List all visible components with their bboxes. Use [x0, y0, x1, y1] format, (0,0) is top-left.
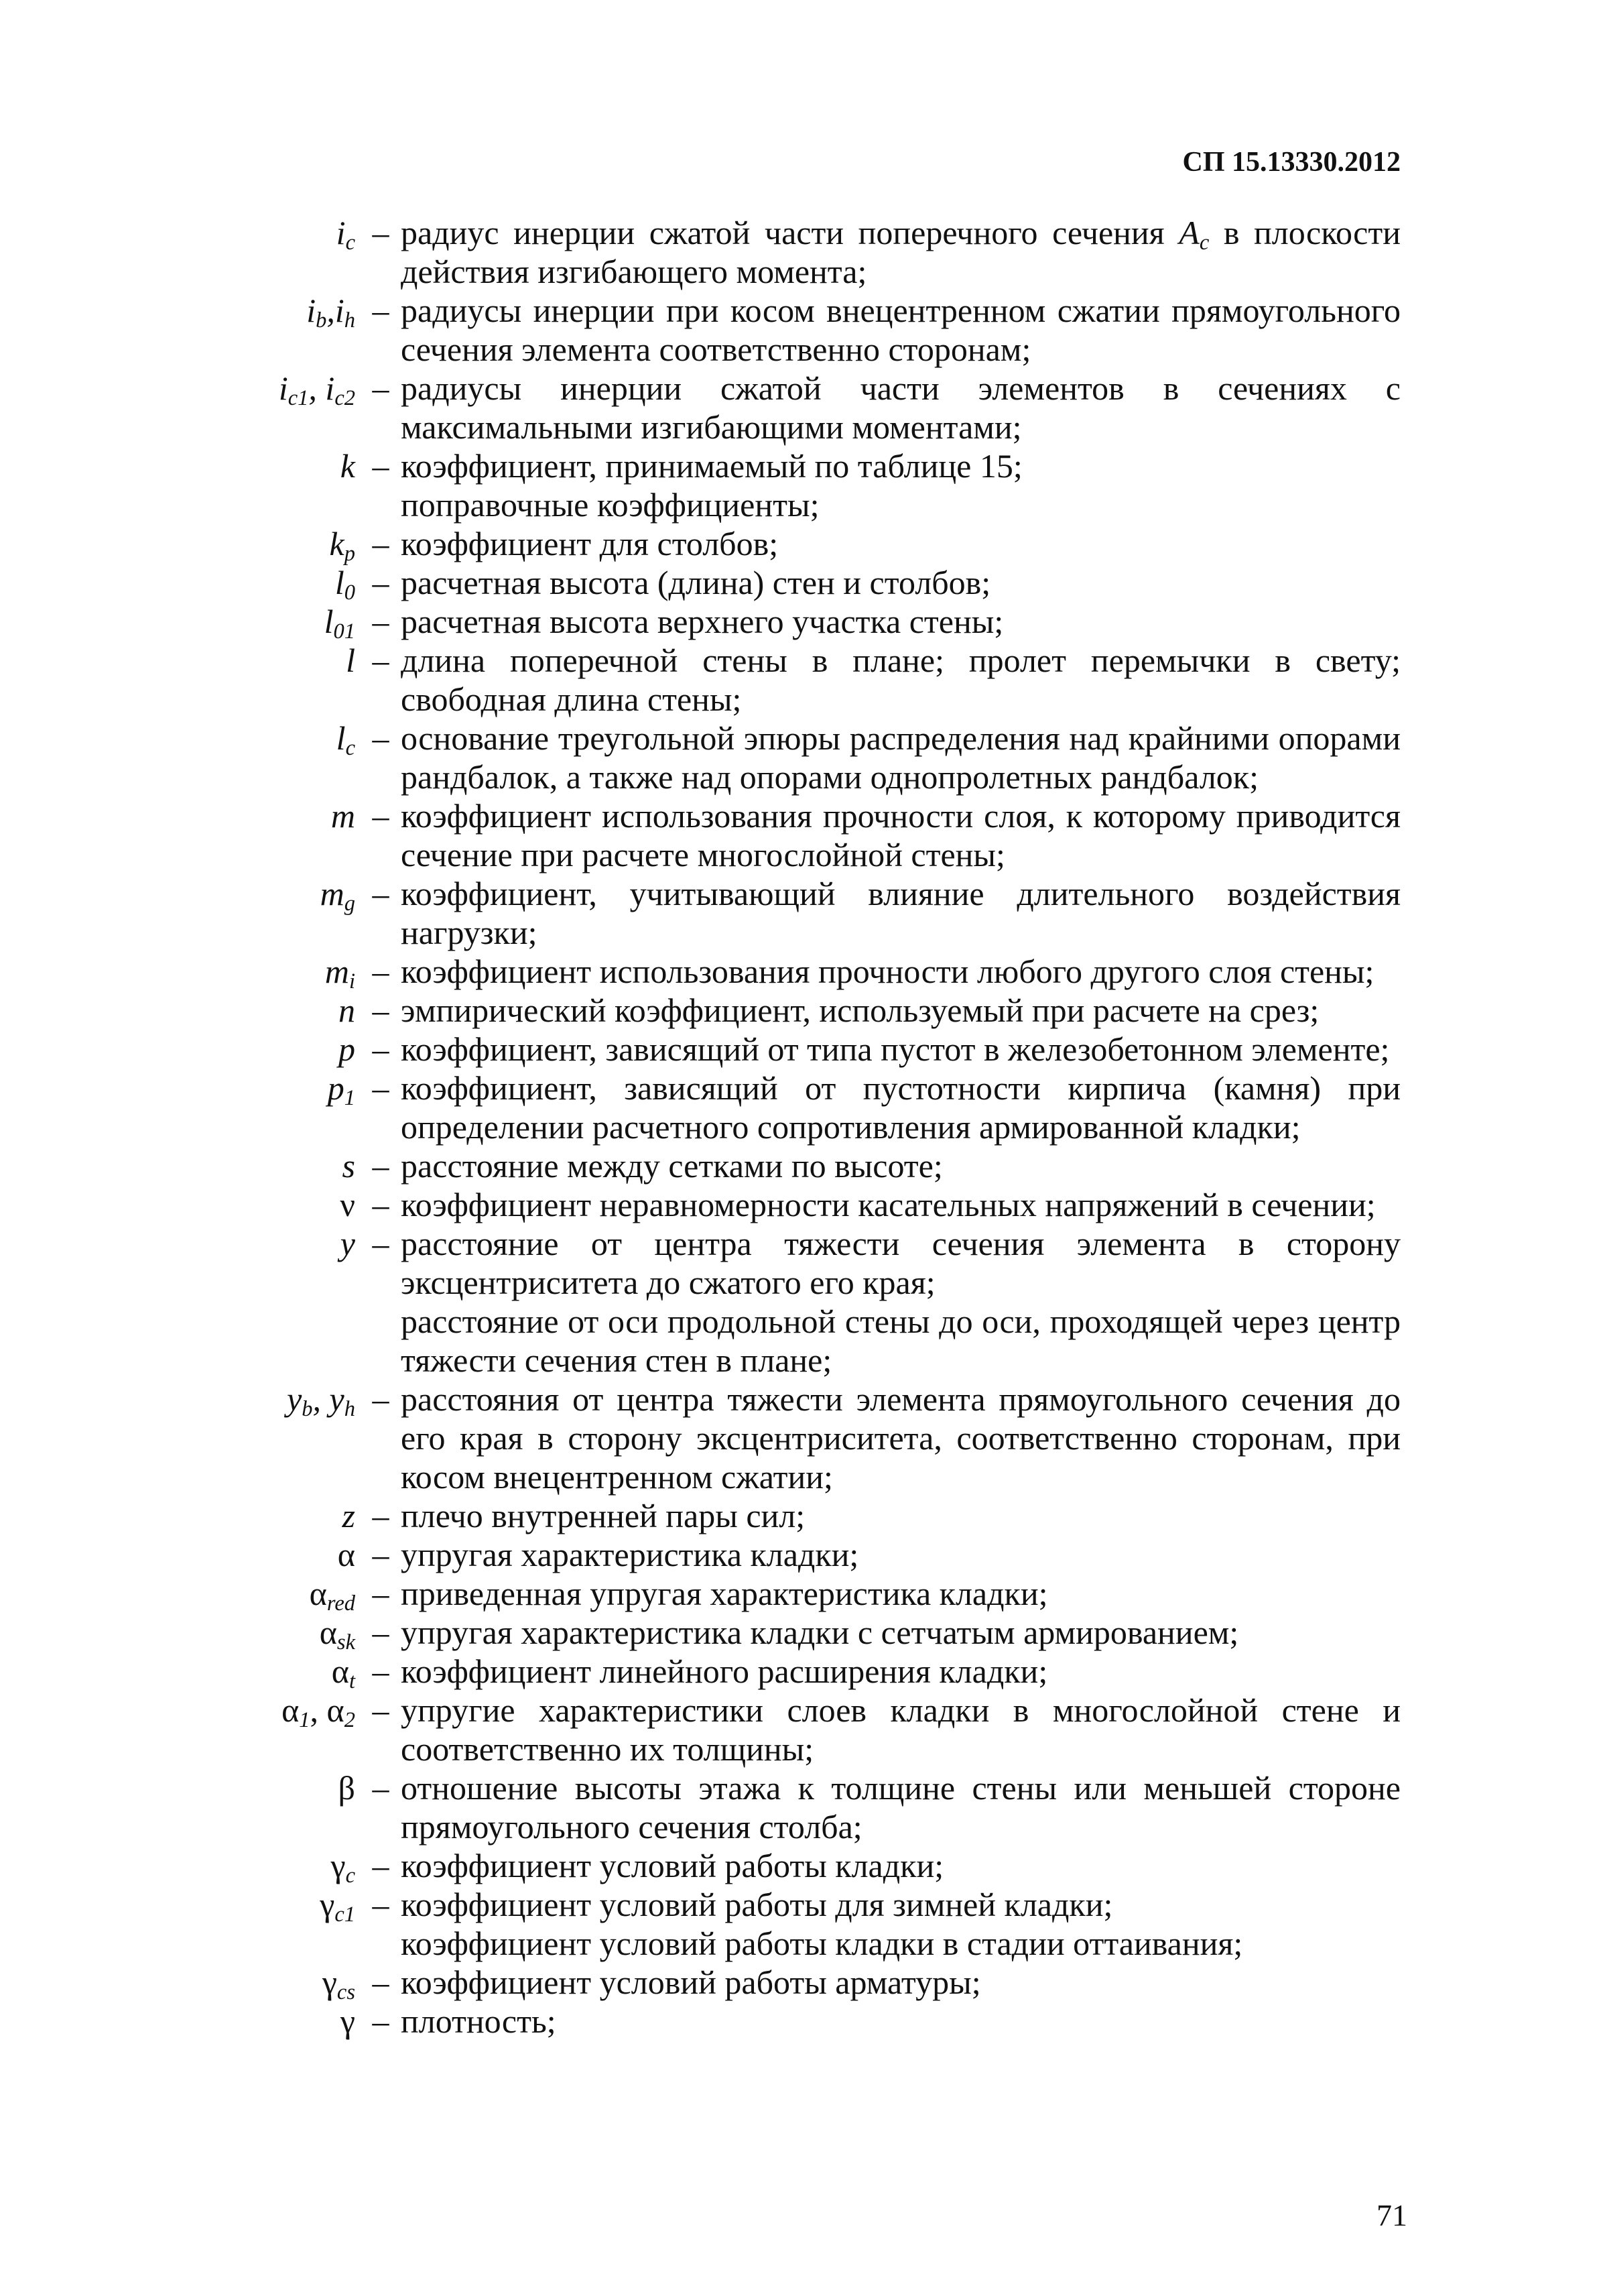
symbol-base: p: [338, 1030, 355, 1068]
dash-separator: –: [372, 1186, 389, 1223]
definition-text-part: коэффициент условий работы для зимней кладки;: [401, 1886, 1113, 1923]
definition-row: [228, 1535, 1401, 1574]
definition-row: [228, 1574, 1401, 1616]
definition-text: [401, 1768, 1401, 1846]
definition-text-part: коэффициент неравномерности касательных напряжений в сечении;: [401, 1186, 1376, 1223]
definition-text-part: длина поперечной стены в плане; пролет перемычки в свету; свободная длина стены;: [401, 642, 1401, 718]
definition-row: [228, 524, 1401, 566]
symbol-subscript: c: [345, 736, 355, 761]
definition-text: [401, 1885, 1401, 1924]
symbol: [228, 1146, 361, 1185]
definition-text: [401, 1185, 1401, 1224]
definition-text-part: коэффициент для столбов;: [401, 525, 779, 562]
dash-separator: –: [372, 875, 389, 912]
definition-text: поправочные коэффициенты;: [401, 486, 820, 524]
symbol-subscript: h: [344, 1397, 355, 1422]
symbol-base: s: [342, 1147, 355, 1185]
definition-row: [228, 1885, 1401, 1927]
document-code-header: СП 15.13330.2012: [1182, 147, 1401, 178]
dash-separator: –: [372, 1225, 389, 1262]
definition-text-part: плечо внутренней пары сил;: [401, 1497, 806, 1534]
definition-row: [228, 2002, 1401, 2041]
symbol: [228, 641, 361, 680]
symbol: [228, 1224, 361, 1263]
dash-separator: –: [372, 564, 389, 601]
definition-text: [401, 1380, 1401, 1496]
symbol-subscript: 1: [299, 1708, 310, 1733]
definition-text: [401, 1691, 1401, 1768]
definition-row: [228, 602, 1401, 644]
dash-separator: –: [372, 797, 389, 835]
definition-row: [228, 796, 1401, 874]
definition-text-part: расстояние от центра тяжести сечения элемента в сторону эксцентриситета до сжатого его края;: [401, 1225, 1401, 1301]
definition-text: [401, 1574, 1401, 1613]
symbol-base: l: [334, 564, 344, 601]
definition-text: [401, 2002, 1401, 2041]
symbol: [228, 446, 361, 485]
symbol-subscript: 01: [333, 619, 355, 644]
symbol-base: i: [336, 214, 346, 251]
definition-row: [228, 1224, 1401, 1302]
symbol-greek: α: [309, 1575, 327, 1612]
dash-separator: –: [372, 1614, 389, 1651]
symbol-base: k: [340, 447, 355, 485]
definition-text-part: коэффициент, учитывающий влияние длительного воздействия нагрузки;: [401, 875, 1401, 951]
definition-row: [228, 213, 1401, 291]
definition-text-part: упругие характеристики слоев кладки в многослойной стене и соответственно их толщины;: [401, 1691, 1401, 1768]
dash-separator: –: [372, 1847, 389, 1884]
symbol-base: ,i: [326, 292, 344, 329]
definition-row: [228, 1380, 1401, 1496]
symbol: [228, 1185, 361, 1224]
definition-text-part: в плоскости действия изгибающего момента;: [401, 214, 1401, 290]
definition-continuation: [228, 1302, 1401, 1380]
symbol-base: m: [330, 797, 355, 835]
symbol-greek: α: [337, 1536, 355, 1573]
definition-text: коэффициент условий работы кладки в стадии оттаивания;: [401, 1925, 1243, 1962]
symbol-base: k: [329, 525, 344, 562]
dash-separator: –: [372, 1030, 389, 1068]
symbol: [228, 1768, 361, 1807]
definition-text: [401, 641, 1401, 719]
dash-separator: –: [372, 1963, 389, 2001]
symbol-subscript: 2: [344, 1708, 355, 1733]
definition-text: [401, 1613, 1401, 1652]
symbol-base: n: [338, 991, 355, 1029]
symbol: [228, 1574, 361, 1616]
definition-row: [228, 1146, 1401, 1185]
definition-text: [401, 952, 1401, 991]
symbol-base: p: [327, 1069, 344, 1107]
definition-row: [228, 874, 1401, 952]
definition-text: [401, 1963, 1401, 2002]
definition-text: [401, 524, 1401, 563]
symbol: [228, 1380, 361, 1422]
symbol: [228, 1496, 361, 1535]
definition-row: [228, 641, 1401, 719]
definition-row: [228, 1963, 1401, 2005]
dash-separator: –: [372, 1497, 389, 1534]
definition-continuation: [228, 1924, 1401, 1963]
symbol-subscript: cs: [336, 1980, 355, 2005]
definition-text: [401, 369, 1401, 446]
dash-separator: –: [372, 953, 389, 990]
dash-separator: –: [372, 1886, 389, 1923]
definition-row: [228, 563, 1401, 605]
definition-text: [401, 213, 1401, 291]
symbol: [228, 291, 361, 333]
symbol: [228, 1652, 361, 1694]
symbol-subscript: 1: [344, 1086, 355, 1111]
symbol-base: i: [306, 292, 316, 329]
dash-separator: –: [372, 1769, 389, 1807]
definition-row: [228, 291, 1401, 369]
symbol: [228, 874, 361, 916]
symbol: [228, 602, 361, 644]
symbol: [228, 1963, 361, 2005]
definition-text-part: коэффициент условий работы арматуры;: [401, 1963, 981, 2001]
dash-separator: –: [372, 603, 389, 640]
symbol: [228, 719, 361, 761]
dash-separator: –: [372, 1147, 389, 1185]
symbol: [228, 563, 361, 605]
symbol-greek: α: [319, 1614, 337, 1651]
definition-text-part: коэффициент условий работы кладки;: [401, 1847, 944, 1884]
dash-separator: –: [372, 525, 389, 562]
definition-row: [228, 1768, 1401, 1846]
definition-text: [401, 1652, 1401, 1691]
page-number: 71: [1377, 2198, 1407, 2232]
dash-separator: –: [372, 1536, 389, 1573]
definition-text-part: расстояния от центра тяжести элемента прямоугольного сечения до его края в сторону эксцентриситета, соответственно сторонам, при косом внецентренном сжатии;: [401, 1380, 1401, 1496]
definition-row: [228, 1185, 1401, 1224]
definition-text-part: расчетная высота верхнего участка стены;: [401, 603, 1004, 640]
symbol: [228, 213, 361, 255]
symbol-subscript: red: [326, 1591, 355, 1616]
symbol: [228, 1030, 361, 1069]
definition-text-part: радиусы инерции сжатой части элементов в сечениях с максимальными изгибающими моментами;: [401, 369, 1401, 446]
symbol-subscript: i: [348, 969, 355, 994]
definition-text: [401, 991, 1401, 1030]
symbol: [228, 2002, 361, 2041]
symbol: [228, 796, 361, 835]
symbol-subscript: b: [316, 308, 327, 333]
definition-text-part: основание треугольной эпюры распределения над крайними опорами рандбалок, а также над опорами однопролетных рандбалок;: [401, 719, 1401, 796]
dash-separator: –: [372, 991, 389, 1029]
symbol-base: i: [278, 369, 288, 407]
definitions-list: [228, 213, 1401, 2041]
symbol-subscript: 0: [344, 581, 355, 605]
definition-text-part: коэффициент использования прочности слоя, к которому приводится сечение при расчете многослойной стены;: [401, 797, 1401, 873]
symbol: [228, 1691, 361, 1733]
symbol-subscript: p: [344, 542, 355, 566]
symbol-greek: , α: [310, 1691, 344, 1729]
definition-row: [228, 1030, 1401, 1069]
definition-row: [228, 1613, 1401, 1655]
symbol-subscript: g: [344, 892, 355, 916]
symbol-greek: ν: [340, 1186, 355, 1223]
symbol-base: m: [324, 953, 349, 990]
definition-text: расстояние от оси продольной стены до оси, проходящей через центр тяжести сечения стен в плане;: [401, 1303, 1401, 1379]
dash-separator: –: [372, 719, 389, 757]
symbol: [228, 524, 361, 566]
inline-symbol: A: [1179, 214, 1200, 251]
symbol-subscript: c1: [334, 1902, 355, 1927]
dash-separator: –: [372, 214, 389, 251]
dash-separator: –: [372, 1069, 389, 1107]
dash-separator: –: [372, 447, 389, 485]
symbol-greek: γ: [322, 1963, 337, 2001]
symbol-subscript: c: [345, 231, 355, 255]
symbol-greek: α: [331, 1652, 349, 1690]
definition-row: [228, 1069, 1401, 1146]
definition-row: [228, 369, 1401, 446]
definition-text-part: плотность;: [401, 2002, 556, 2040]
definition-continuation: [228, 485, 1401, 524]
dash-separator: –: [372, 642, 389, 679]
definition-text-part: коэффициент, зависящий от пустотности кирпича (камня) при определении расчетного сопротивления армированной кладки;: [401, 1069, 1401, 1146]
symbol-greek: γ: [330, 1847, 346, 1884]
definition-text-part: радиус инерции сжатой части поперечного сечения: [401, 214, 1179, 251]
symbol-subscript: b: [302, 1397, 313, 1422]
symbol-base: l: [336, 719, 346, 757]
symbol-base: , i: [308, 369, 335, 407]
symbol-base: y: [340, 1225, 355, 1262]
symbol: [228, 991, 361, 1030]
symbol-base: z: [342, 1497, 355, 1534]
symbol: [228, 1846, 361, 1888]
symbol-base: m: [320, 875, 344, 912]
definition-text: [401, 602, 1401, 641]
definition-text: [401, 1030, 1401, 1069]
definition-text-part: упругая характеристика кладки;: [401, 1536, 859, 1573]
dash-separator: –: [372, 2002, 389, 2040]
definition-text-part: приведенная упругая характеристика кладки;: [401, 1575, 1048, 1612]
definition-row: [228, 446, 1401, 485]
definition-text-part: коэффициент использования прочности любого другого слоя стены;: [401, 953, 1374, 990]
definition-row: [228, 952, 1401, 994]
definition-text-part: упругая характеристика кладки с сетчатым армированием;: [401, 1614, 1239, 1651]
definition-text-part: эмпирический коэффициент, используемый при расчете на срез;: [401, 991, 1320, 1029]
definition-text: [401, 874, 1401, 952]
symbol: [228, 1885, 361, 1927]
dash-separator: –: [372, 1652, 389, 1690]
definition-text: [401, 1846, 1401, 1885]
definition-text: [401, 1496, 1401, 1535]
definition-row: [228, 719, 1401, 796]
symbol-base: , y: [312, 1380, 344, 1418]
symbol-greek: α: [281, 1691, 300, 1729]
symbol-subscript: h: [344, 308, 355, 333]
symbol: [228, 1069, 361, 1111]
definition-text: [401, 796, 1401, 874]
symbol-subscript: sk: [336, 1630, 355, 1655]
definition-row: [228, 1846, 1401, 1888]
definition-row: [228, 1496, 1401, 1535]
dash-separator: –: [372, 292, 389, 329]
symbol-greek: γ: [320, 1886, 335, 1923]
symbol-base: l: [324, 603, 334, 640]
definition-text-part: отношение высоты этажа к толщине стены или меньшей стороне прямоугольного сечения столба;: [401, 1769, 1401, 1846]
definition-row: [228, 991, 1401, 1030]
symbol-subscript: c: [1199, 231, 1210, 255]
definition-text: [401, 291, 1401, 369]
definition-text-part: коэффициент, зависящий от типа пустот в железобетонном элементе;: [401, 1030, 1390, 1068]
symbol-subscript: t: [348, 1669, 355, 1694]
dash-separator: –: [372, 1380, 389, 1418]
definition-text-part: коэффициент линейного расширения кладки;: [401, 1652, 1048, 1690]
symbol-base: l: [346, 642, 355, 679]
definition-text-part: расстояние между сетками по высоте;: [401, 1147, 943, 1185]
dash-separator: –: [372, 369, 389, 407]
symbol: [228, 369, 361, 411]
symbol: [228, 1535, 361, 1574]
definition-text-part: расчетная высота (длина) стен и столбов;: [401, 564, 991, 601]
dash-separator: –: [372, 1691, 389, 1729]
symbol-base: y: [287, 1380, 302, 1418]
definition-row: [228, 1652, 1401, 1694]
symbol-subscript: c: [345, 1864, 355, 1888]
symbol-greek: γ: [340, 2002, 355, 2040]
definition-text: [401, 1535, 1401, 1574]
definition-text: [401, 446, 1401, 485]
symbol-greek: β: [338, 1769, 355, 1807]
symbol-subscript: c2: [334, 386, 355, 411]
definition-text: [401, 563, 1401, 602]
definition-text: [401, 1224, 1401, 1302]
definition-row: [228, 1691, 1401, 1768]
symbol-subscript: c1: [287, 386, 309, 411]
dash-separator: –: [372, 1575, 389, 1612]
definition-text: [401, 719, 1401, 796]
definition-text-part: коэффициент, принимаемый по таблице 15;: [401, 447, 1023, 485]
definition-text: [401, 1146, 1401, 1185]
symbol: [228, 952, 361, 994]
definition-text: [401, 1069, 1401, 1146]
symbol: [228, 1613, 361, 1655]
definition-text-part: радиусы инерции при косом внецентренном сжатии прямоугольного сечения элемента соответственно сторонам;: [401, 292, 1401, 368]
